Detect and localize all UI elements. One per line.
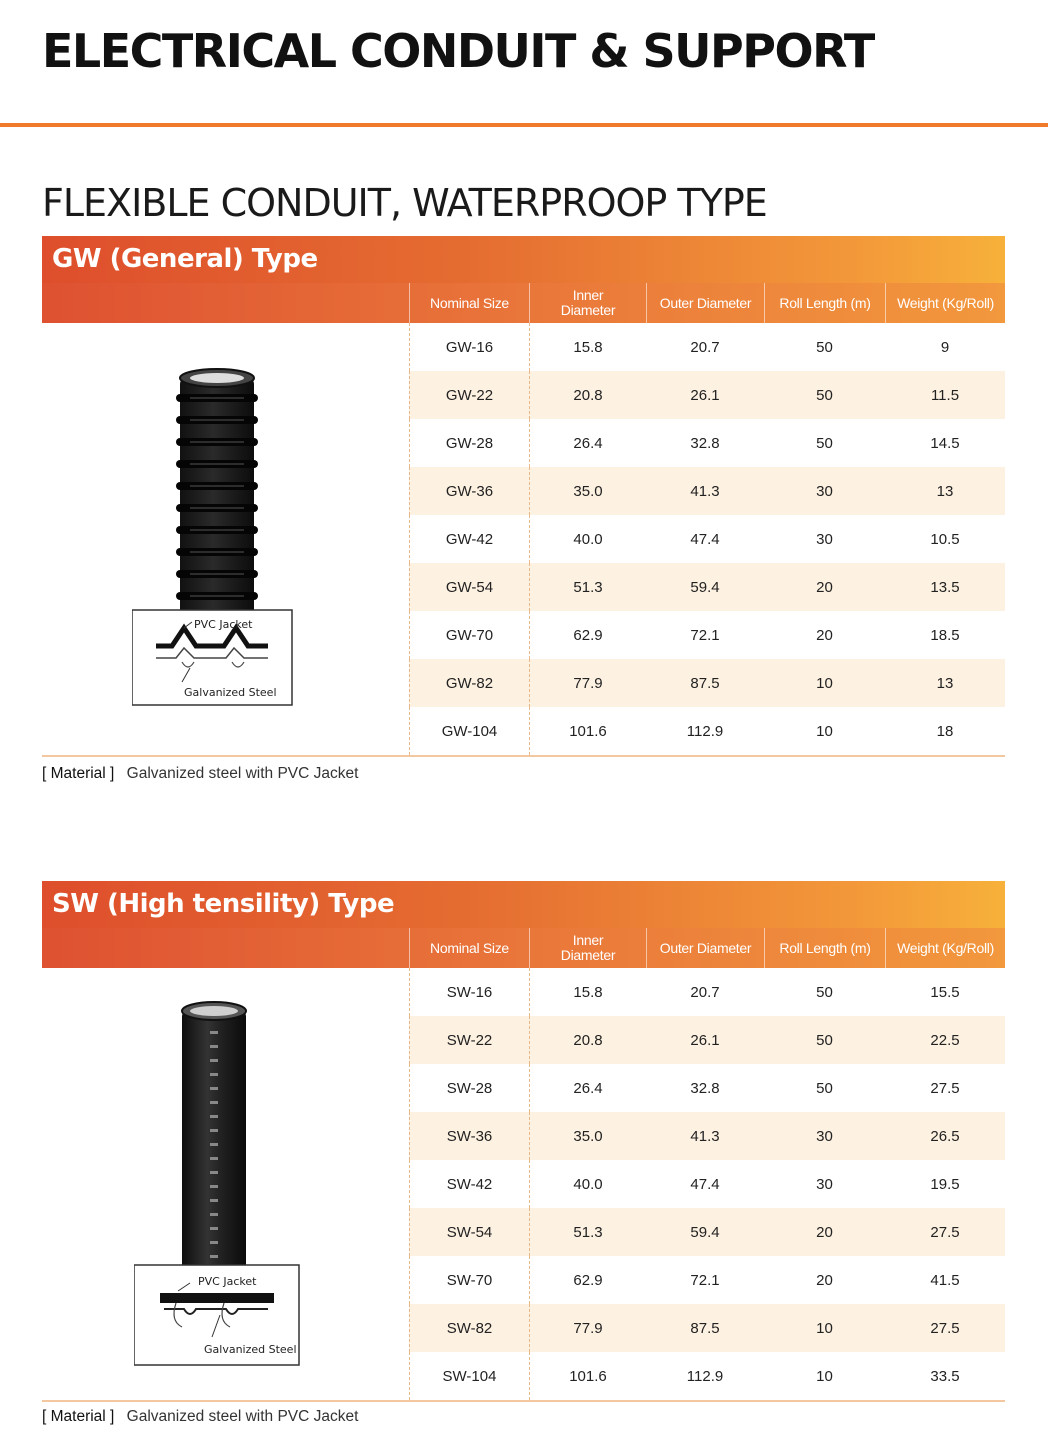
cell-nominal-size: SW-22 [409,1016,529,1064]
cell-nominal-size: GW-22 [409,371,529,419]
gw-table-bottom-rule [42,755,1005,757]
cell-weight: 15.5 [930,983,960,1001]
sw-spec-block [42,881,1005,1400]
cell-roll-length: 10 [816,1319,833,1337]
gw-steel-label: Galvanized Steel [184,686,277,699]
cell-nominal-size: GW-16 [409,323,529,371]
section-title: FLEXIBLE CONDUIT, WATERPROOP TYPE [42,181,767,225]
cell-outer-diameter: 32.8 [690,434,720,452]
cell-nominal-size: GW-104 [409,707,529,755]
sw-jacket-label: PVC Jacket [198,1275,257,1288]
cell-nominal-size: SW-42 [409,1160,529,1208]
cell-weight: 26.5 [930,1127,960,1145]
cell-roll-length: 50 [816,1079,833,1097]
cell-outer-diameter: 87.5 [690,1319,720,1337]
cell-roll-length: 20 [816,1271,833,1289]
gw-material-note [42,765,358,783]
header-inner-diameter: Inner Diameter [529,283,646,323]
cell-outer-diameter: 87.5 [690,674,720,692]
header-outer-diameter: Outer Diameter [646,928,764,968]
cell-weight: 13 [936,482,954,500]
cell-roll-length: 50 [816,386,833,404]
material-label: [ Material ] [42,1408,115,1425]
cell-outer-diameter: 41.3 [690,482,720,500]
header-nominal-size: Nominal Size [409,283,529,323]
cell-nominal-size: SW-28 [409,1064,529,1112]
header-roll-length: Roll Length (m) [764,928,885,968]
cell-nominal-size: GW-82 [409,659,529,707]
cell-weight: 41.5 [930,1271,960,1289]
cell-nominal-size: SW-70 [409,1256,529,1304]
cell-inner-diameter: 62.9 [529,611,646,659]
cell-roll-length: 20 [816,1223,833,1241]
cell-weight: 10.5 [930,530,960,548]
cell-inner-diameter: 26.4 [529,1064,646,1112]
cell-inner-diameter: 77.9 [529,659,646,707]
header-nominal-size: Nominal Size [409,928,529,968]
cell-inner-diameter: 101.6 [529,707,646,755]
sw-type-band: SW (High tensility) Type [42,881,1005,928]
cell-outer-diameter: 59.4 [690,578,720,596]
cell-weight: 19.5 [930,1175,960,1193]
sw-conduit-image [134,1001,344,1381]
cell-weight: 18 [936,722,954,740]
cell-nominal-size: GW-54 [409,563,529,611]
cell-roll-length: 50 [816,434,833,452]
cell-outer-diameter: 72.1 [690,1271,720,1289]
cell-weight: 22.5 [930,1031,960,1049]
material-text: Galvanized steel with PVC Jacket [126,765,359,782]
cell-outer-diameter: 41.3 [690,1127,720,1145]
cell-inner-diameter: 20.8 [529,1016,646,1064]
cell-inner-diameter: 40.0 [529,515,646,563]
cell-roll-length: 50 [816,338,833,356]
cell-inner-diameter: 26.4 [529,419,646,467]
sw-steel-label: Galvanized Steel [204,1343,297,1356]
cell-outer-diameter: 26.1 [690,386,720,404]
material-text: Galvanized steel with PVC Jacket [126,1408,359,1425]
cell-roll-length: 30 [816,530,833,548]
cell-weight: 13 [936,674,954,692]
cell-inner-diameter: 15.8 [529,323,646,371]
cell-inner-diameter: 101.6 [529,1352,646,1400]
cell-outer-diameter: 20.7 [690,983,720,1001]
cell-inner-diameter: 40.0 [529,1160,646,1208]
header-weight: Weight (Kg/Roll) [885,283,1005,323]
cell-nominal-size: SW-82 [409,1304,529,1352]
cell-weight: 18.5 [930,626,960,644]
cell-roll-length: 30 [816,482,833,500]
title-divider [0,123,1048,127]
cell-inner-diameter: 15.8 [529,968,646,1016]
cell-weight: 33.5 [930,1367,960,1385]
cell-inner-diameter: 35.0 [529,1112,646,1160]
cell-weight: 11.5 [930,386,960,404]
cell-inner-diameter: 51.3 [529,563,646,611]
cell-outer-diameter: 47.4 [690,530,720,548]
header-outer-diameter: Outer Diameter [646,283,764,323]
cell-inner-diameter: 77.9 [529,1304,646,1352]
sw-table-bottom-rule [42,1400,1005,1402]
cell-roll-length: 30 [816,1127,833,1145]
cell-weight: 27.5 [930,1079,960,1097]
cell-roll-length: 20 [816,578,833,596]
cell-inner-diameter: 20.8 [529,371,646,419]
gw-type-band: GW (General) Type [42,236,1005,283]
cell-nominal-size: SW-36 [409,1112,529,1160]
cell-outer-diameter: 47.4 [690,1175,720,1193]
sw-table-header [42,928,1005,968]
material-label: [ Material ] [42,765,115,782]
cell-roll-length: 10 [816,1367,833,1385]
cell-roll-length: 50 [816,1031,833,1049]
cell-nominal-size: GW-42 [409,515,529,563]
cell-roll-length: 10 [816,674,833,692]
cell-nominal-size: SW-104 [409,1352,529,1400]
cell-roll-length: 50 [816,983,833,1001]
gw-table-header [42,283,1005,323]
cell-weight: 14.5 [930,434,960,452]
header-weight: Weight (Kg/Roll) [885,928,1005,968]
cell-outer-diameter: 112.9 [686,1367,724,1385]
cell-roll-length: 10 [816,722,833,740]
cell-inner-diameter: 35.0 [529,467,646,515]
cell-outer-diameter: 72.1 [690,626,720,644]
header-roll-length: Roll Length (m) [764,283,885,323]
cell-weight: 27.5 [930,1223,960,1241]
cell-weight: 9 [940,338,950,356]
cell-inner-diameter: 62.9 [529,1256,646,1304]
cell-weight: 27.5 [930,1319,960,1337]
header-inner-diameter: Inner Diameter [529,928,646,968]
cell-roll-length: 30 [816,1175,833,1193]
gw-jacket-label: PVC Jacket [194,618,253,631]
cell-outer-diameter: 26.1 [690,1031,720,1049]
cell-nominal-size: GW-36 [409,467,529,515]
cell-nominal-size: SW-54 [409,1208,529,1256]
cell-outer-diameter: 112.9 [686,722,724,740]
gw-conduit-image [132,366,342,736]
sw-material-note [42,1408,358,1426]
cell-nominal-size: GW-70 [409,611,529,659]
gw-spec-block [42,236,1005,755]
cell-outer-diameter: 20.7 [690,338,720,356]
cell-outer-diameter: 59.4 [690,1223,720,1241]
cell-weight: 13.5 [930,578,960,596]
cell-nominal-size: SW-16 [409,968,529,1016]
cell-roll-length: 20 [816,626,833,644]
cell-inner-diameter: 51.3 [529,1208,646,1256]
table-row [42,323,1005,371]
page-title: ELECTRICAL CONDUIT & SUPPORT [42,24,874,78]
cell-outer-diameter: 32.8 [690,1079,720,1097]
cell-nominal-size: GW-28 [409,419,529,467]
